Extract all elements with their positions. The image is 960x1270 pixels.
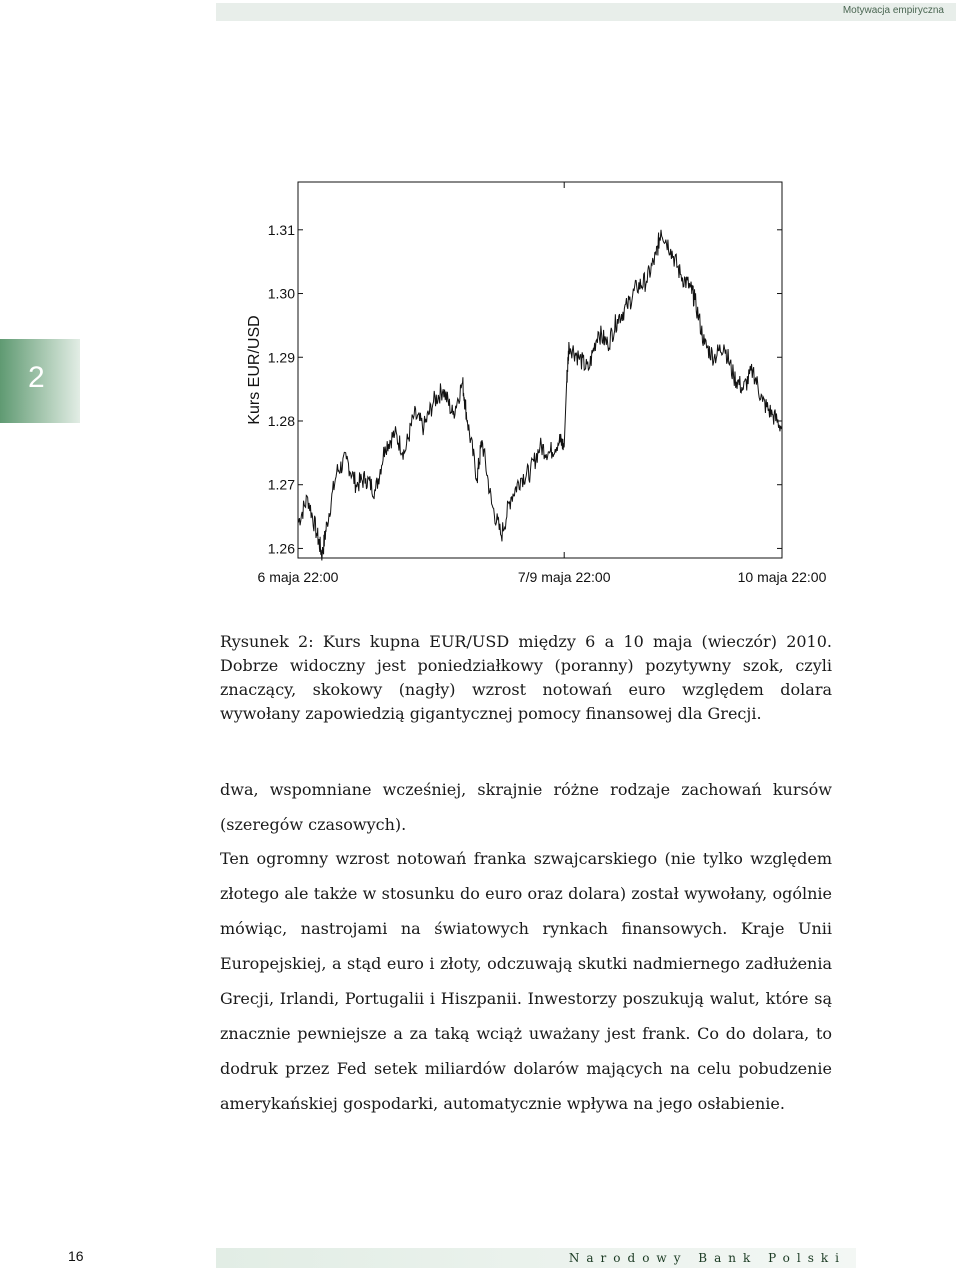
y-axis-label: Kurs EUR/USD <box>246 315 263 425</box>
section-title: Motywacja empiryczna <box>842 5 944 16</box>
y-tick-label: 1.29 <box>267 349 295 366</box>
y-tick-label: 1.30 <box>267 285 295 302</box>
series-line-eurusd <box>298 230 782 561</box>
eurusd-chart <box>230 170 830 595</box>
body-paragraph-2: Ten ogromny wzrost notowań franka szwajcarskiego (nie tylko względem złotego ale także w stosunku do euro oraz dolara) został wywołany, ogólnie mówiąc, nastrojami na światowych rynkach finansowych. Kraje Unii Europejskiej, a stąd euro i złoty, odczuwają skutki nadmiernego zadłużenia Grecji, Irlandi, Portugalii i Hiszpanii. Inwestorzy poszukują walut, które są znacznie pewniejsze a za taką wciąż uważany jest frank. Co do dolara, to dodruk przez Fed setek miliardów dolarów mających na celu pobudzenie amerykańskiej gospodarki, automatycznie wpływa na jego osłabienie. <box>220 849 832 1113</box>
chapter-number: 2 <box>28 361 45 394</box>
y-tick-label: 1.26 <box>267 540 295 557</box>
x-tick-label: 7/9 maja 22:00 <box>517 569 611 585</box>
running-header <box>216 3 956 21</box>
figure-caption: Rysunek 2: Kurs kupna EUR/USD między 6 a 10 maja (wieczór) 2010. Dobrze widoczny jest poniedziałkowy (poranny) pozytywny szok, czyli znaczący, skokowy (nagły) wzrost notowań euro względem dolara wywołany zapowiedzią gigantycznej pomocy finansowej dla Grecji. <box>220 632 832 723</box>
x-tick-label: 6 maja 22:00 <box>257 569 339 585</box>
x-axis <box>258 182 827 585</box>
chapter-tab <box>0 339 80 423</box>
publisher-name: Narodowy Bank Polski <box>568 1251 846 1265</box>
page-number: 16 <box>68 1248 84 1264</box>
y-tick-label: 1.27 <box>267 476 295 493</box>
plot-frame <box>298 182 782 558</box>
body-paragraph-1: dwa, wspomniane wcześniej, skrajnie różne rodzaje zachowań kursów (szeregów czasowych). <box>220 780 832 834</box>
x-tick-label: 10 maja 22:00 <box>737 569 827 585</box>
running-footer <box>216 1248 856 1268</box>
y-axis <box>268 222 782 557</box>
y-tick-label: 1.28 <box>267 412 295 429</box>
y-tick-label: 1.31 <box>267 221 295 238</box>
